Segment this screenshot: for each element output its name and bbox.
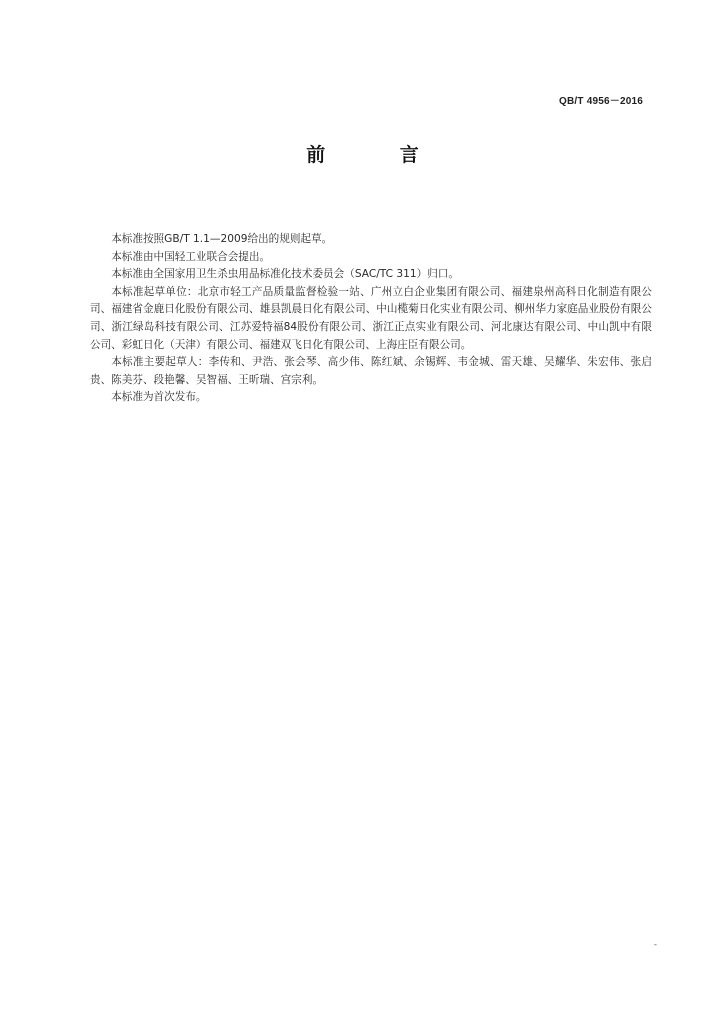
paragraph-drafting-units: 本标准起草单位：北京市轻工产品质量监督检验一站、广州立白企业集团有限公司、福建泉州高科日化制造有限公司、福建省金鹿日化股份有限公司、雄县凯晨日化有限公司、中山榄菊日化实业有限公司、柳州华力家庭品业股份有限公司、浙江绿岛科技有限公司、江苏爱特福84股份有限公司、浙江正点实业有限公司、河北康达有限公司、中山凯中有限公司、彩虹日化（天津）有限公司、福建双飞日化有限公司、上海庄臣有限公司。 bbox=[90, 285, 652, 351]
paragraph-drafting-rules: 本标准按照GB/T 1.1—2009给出的规则起草。 bbox=[111, 233, 333, 245]
foreword-body bbox=[90, 231, 652, 407]
page-title: 前 言 bbox=[306, 144, 453, 166]
standard-number: QB/T 4956－2016 bbox=[559, 96, 643, 107]
page-mark: - bbox=[653, 940, 657, 950]
paragraph-first-release: 本标准为首次发布。 bbox=[111, 391, 207, 404]
paragraph-proposer: 本标准由中国轻工业联合会提出。 bbox=[111, 250, 271, 263]
paragraph-technical-committee: 本标准由全国家用卫生杀虫用品标准化技术委员会（SAC/TC 311）归口。 bbox=[111, 268, 459, 281]
paragraph-drafters: 本标准主要起草人：李传和、尹浩、张会琴、高少伟、陈红斌、余锡辉、韦金城、雷天雄、吴耀华、朱宏伟、张启贵、陈美芬、段艳馨、吴智福、王昕瑞、宫宗利。 bbox=[90, 356, 652, 386]
